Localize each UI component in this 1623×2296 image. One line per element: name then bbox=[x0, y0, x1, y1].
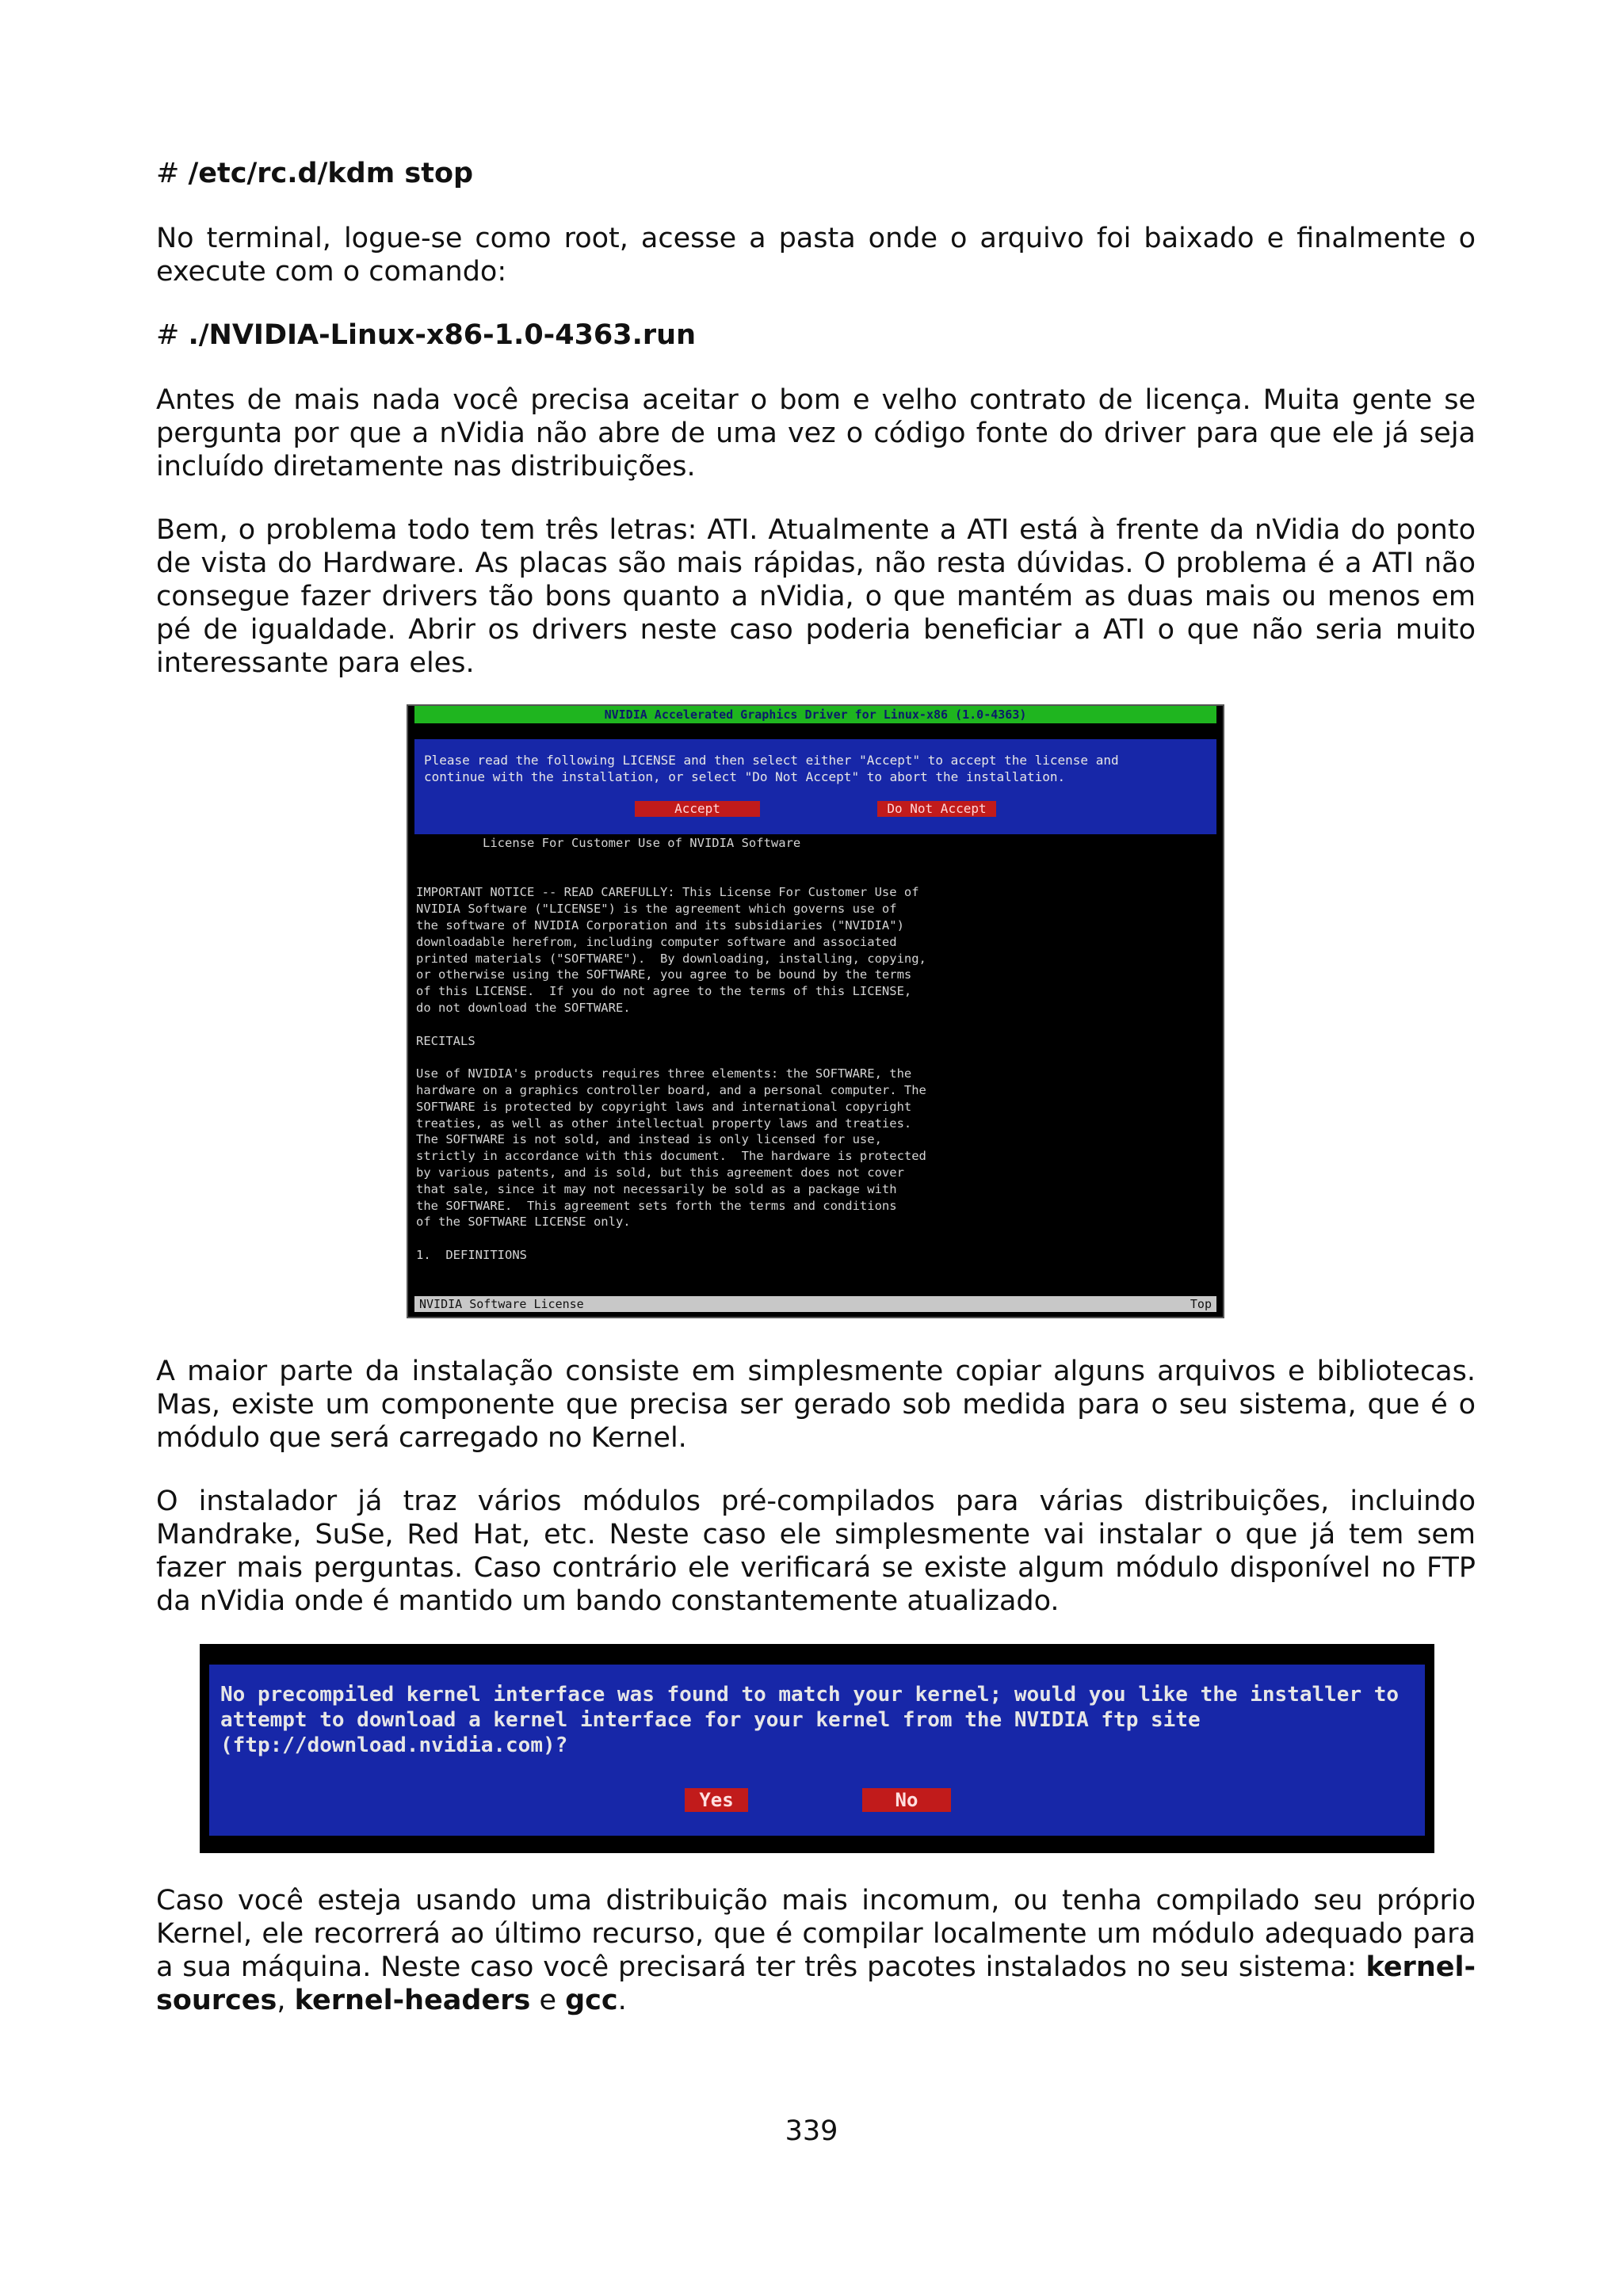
kernel-prompt-message: No precompiled kernel interface was found to match your kernel; would you like the installer to attempt to download a kernel interface for your kernel from the NVIDIA ftp site (ftp://download.nvidia.com)? bbox=[220, 1683, 1400, 1757]
package-kernel-headers: kernel-headers bbox=[294, 1985, 531, 2016]
paragraph-ati-problem: Bem, o problema todo tem três letras: ATI. Atualmente a ATI está à frente da nVidia do ponto de vista do Hardware. As placas são mais rápidas, não resta dúvidas. O problema é a ATI não consegue fazer drivers tão bons quanto a nVidia, o que mantém as duas mais ou menos em pé de igualdade. Abrir os drivers neste caso poderia beneficiar a ATI o que não seria muito interessante para eles. bbox=[156, 514, 1476, 679]
package-kernel-sources: kernel-sources bbox=[156, 1951, 1476, 2016]
prompt-symbol: # bbox=[156, 319, 180, 351]
license-prompt-panel bbox=[414, 739, 1216, 834]
license-text-body: License For Customer Use of NVIDIA Software IMPORTANT NOTICE -- READ CAREFULLY: This License For Customer Use of NVIDIA Software ("LICENSE") is the agreement which governs use of the software of NVIDIA Corporation and its subsidiaries ("NVIDIA") downloadable herefrom, including computer software and associated printed materials ("SOFTWARE"). By downloading, installing, copying, or otherwise using the SOFTWARE, you agree to be bound by the terms of this LICENSE. If you do not agree to the terms of this LICENSE, do not download the SOFTWARE. RECITALS Use of NVIDIA's products requires three elements: the SOFTWARE, the hardware on a graphics controller board, and a personal computer. The SOFTWARE is protected by copyright laws and international copyright treaties, as well as other intellectual property laws and treaties. The SOFTWARE is not sold, and instead is only licensed for use, strictly in accordance with this document. The hardware is protected by various patents, and is sold, but this agreement does not cover that sale, since it may not necessarily be sold as a package with the SOFTWARE. This agreement sets forth the terms and conditions of the SOFTWARE LICENSE only. 1. DEFINITIONS bbox=[416, 836, 926, 1262]
command-text: /etc/rc.d/kdm stop bbox=[188, 158, 474, 189]
status-bar-position: Top bbox=[1190, 1297, 1212, 1311]
command-line-kdm-stop bbox=[156, 157, 1476, 190]
status-bar-title: NVIDIA Software License bbox=[419, 1297, 584, 1311]
command-text: ./NVIDIA-Linux-x86-1.0-4363.run bbox=[188, 319, 697, 351]
yes-button[interactable]: Yes bbox=[685, 1788, 748, 1812]
license-terminal-screenshot bbox=[407, 704, 1224, 1318]
paragraph-compile-locally: Caso você esteja usando uma distribuição mais incomum, ou tenha compilado seu próprio Kernel, ele recorrerá ao último recurso, que é compilar localmente um módulo adequado para a sua máquina. Neste caso você precisará ter três pacotes instalados no seu sistema: kernel-sources, kernel-headers e gcc. bbox=[156, 1885, 1476, 2016]
command-line-run-installer bbox=[156, 318, 1476, 352]
license-prompt-message: Please read the following LICENSE and then select either "Accept" to accept the license and continue with the installation, or select "Do Not Accept" to abort the installation. bbox=[424, 753, 1119, 784]
package-gcc: gcc bbox=[565, 1985, 618, 2016]
installer-title-bar: NVIDIA Accelerated Graphics Driver for Linux-x86 (1.0-4363) bbox=[414, 706, 1216, 723]
paragraph-license-intro: Antes de mais nada você precisa aceitar o bom e velho contrato de licença. Muita gente se pergunta por que a nVidia não abre de uma vez o código fonte do driver para que ele já seja incluído diretamente nas distribuições. bbox=[156, 384, 1476, 482]
no-button[interactable]: No bbox=[862, 1788, 951, 1812]
kernel-prompt-panel bbox=[209, 1665, 1425, 1836]
kernel-interface-terminal-screenshot bbox=[200, 1644, 1434, 1853]
paragraph-installation-modules: A maior parte da instalação consiste em simplesmente copiar alguns arquivos e bibliotecas. Mas, existe um componente que precisa ser gerado sob medida para o seu sistema, que é o módulo que será carregado no Kernel. bbox=[156, 1356, 1476, 1454]
do-not-accept-button[interactable]: Do Not Accept bbox=[877, 801, 996, 817]
paragraph-terminal-login: No terminal, logue-se como root, acesse a pasta onde o arquivo foi baixado e finalmente o execute com o comando: bbox=[156, 223, 1476, 288]
page-number: 339 bbox=[785, 2115, 838, 2147]
accept-button[interactable]: Accept bbox=[635, 801, 760, 817]
paragraph-precompiled-modules: O instalador já traz vários módulos pré-compilados para várias distribuições, incluindo Mandrake, SuSe, Red Hat, etc. Neste caso ele simplesmente vai instalar o que já tem sem fazer mais perguntas. Caso contrário ele verificará se existe algum módulo disponível no FTP da nVidia onde é mantido um bando constantemente atualizado. bbox=[156, 1486, 1476, 1617]
license-status-bar bbox=[414, 1296, 1216, 1312]
prompt-symbol: # bbox=[156, 158, 180, 189]
